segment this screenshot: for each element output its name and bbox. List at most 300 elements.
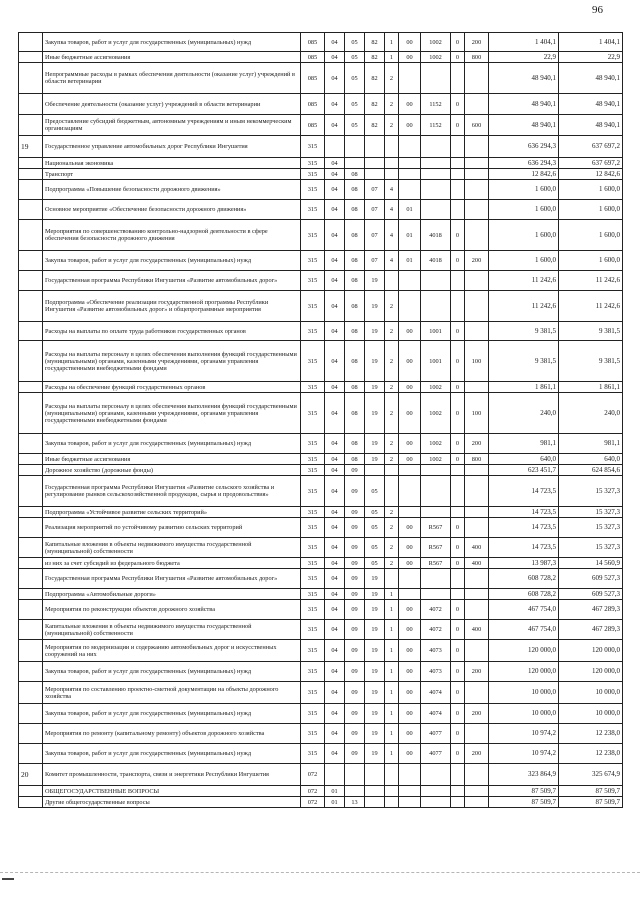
table-row [19,136,623,158]
expense-type-code [465,136,489,158]
expense-type-code [465,465,489,476]
expense-type-code: 200 [465,251,489,271]
direction-code: 1002 [421,52,451,63]
table-row [19,382,623,393]
table-row [19,115,623,136]
row-number [19,220,43,251]
section-code: 04 [325,476,345,507]
subsection-code: 09 [345,465,365,476]
section-code: 04 [325,589,345,600]
subsection-code: 09 [345,640,365,662]
row-name: Мероприятия по совершенствованию контрольно-надзорной деятельности в сфере обеспечения безопасности дорожного движения [43,220,301,251]
ministry-code: 315 [301,724,325,744]
row-name: Закупка товаров, работ и услуг для государственных (муниципальных) нужд [43,744,301,764]
section-code: 01 [325,797,345,808]
subprogram-code: 2 [385,558,399,569]
budget-table-body [19,33,623,808]
section-code: 04 [325,341,345,382]
ministry-code: 085 [301,115,325,136]
row-name: Капитальные вложения в объекты недвижимого имущества государственной (муниципальной) собственности [43,620,301,640]
section-code: 04 [325,158,345,169]
ministry-code: 315 [301,169,325,180]
section-code: 04 [325,682,345,704]
row-number [19,454,43,465]
subsection-code: 09 [345,600,365,620]
table-row [19,52,623,63]
section-code: 04 [325,662,345,682]
activity-code: 00 [399,454,421,465]
expense-type-code [465,569,489,589]
subprogram-code [385,158,399,169]
row-name: Расходы на выплаты персоналу в целях обеспечения выполнения функций государственными (муниципальными) органами, казенными учреждениями, органами управления государственными внебюджетными фондами [43,341,301,382]
ministry-code: 315 [301,180,325,200]
amount-year-1: 1 404,1 [489,33,559,52]
amount-year-1: 1 600,0 [489,220,559,251]
direction-code [421,569,451,589]
direction-code: 4072 [421,600,451,620]
direction-suffix: 0 [451,94,465,115]
amount-year-1: 9 381,5 [489,341,559,382]
program-code: 05 [365,538,385,558]
table-row [19,662,623,682]
amount-year-1: 623 451,7 [489,465,559,476]
amount-year-2: 120 000,0 [559,662,623,682]
activity-code: 00 [399,558,421,569]
direction-code: 4072 [421,620,451,640]
subprogram-code: 2 [385,393,399,434]
subprogram-code: 2 [385,434,399,454]
activity-code [399,158,421,169]
table-row [19,220,623,251]
program-code: 07 [365,251,385,271]
row-name: Подпрограмма «Автомобильные дороги» [43,589,301,600]
row-name: Расходы на выплаты по оплате труда работников государственных органов [43,322,301,341]
row-number [19,797,43,808]
row-number [19,476,43,507]
amount-year-2: 637 697,2 [559,136,623,158]
activity-code [399,180,421,200]
amount-year-2: 1 600,0 [559,220,623,251]
amount-year-2: 981,1 [559,434,623,454]
activity-code [399,476,421,507]
activity-code: 00 [399,640,421,662]
subprogram-code: 2 [385,115,399,136]
table-row [19,704,623,724]
program-code [365,136,385,158]
expense-type-code [465,94,489,115]
ministry-code: 072 [301,786,325,797]
table-row [19,744,623,764]
subsection-code: 09 [345,620,365,640]
row-name: Расходы на обеспечение функций государственных органов [43,382,301,393]
expense-type-code [465,797,489,808]
direction-code: 4074 [421,704,451,724]
section-code: 01 [325,786,345,797]
direction-code: 1002 [421,33,451,52]
direction-suffix [451,786,465,797]
table-row [19,63,623,94]
row-number [19,322,43,341]
subsection-code [345,764,365,786]
row-name: Капитальные вложения в объекты недвижимого имущества государственной (муниципальной) собственности [43,538,301,558]
expense-type-code: 400 [465,620,489,640]
subprogram-code: 1 [385,662,399,682]
row-number [19,662,43,682]
activity-code: 00 [399,33,421,52]
section-code: 04 [325,271,345,291]
section-code: 04 [325,465,345,476]
amount-year-2: 325 674,9 [559,764,623,786]
amount-year-2: 22,9 [559,52,623,63]
activity-code: 00 [399,620,421,640]
direction-code: 1152 [421,115,451,136]
subsection-code: 08 [345,180,365,200]
ministry-code: 315 [301,476,325,507]
ministry-code: 315 [301,538,325,558]
amount-year-1: 9 381,5 [489,322,559,341]
row-number [19,569,43,589]
subsection-code: 08 [345,341,365,382]
direction-code: 4077 [421,724,451,744]
row-number: 19 [19,136,43,158]
ministry-code: 315 [301,291,325,322]
direction-code [421,507,451,518]
direction-suffix: 0 [451,704,465,724]
amount-year-1: 14 723,5 [489,476,559,507]
amount-year-1: 981,1 [489,434,559,454]
activity-code: 00 [399,322,421,341]
ministry-code: 315 [301,251,325,271]
subsection-code: 08 [345,220,365,251]
row-name: Государственная программа Республики Ингушетия «Развитие сельского хозяйства и регулирование рынков сельскохозяйственной продукции, сырья и продовольствия» [43,476,301,507]
subprogram-code: 1 [385,704,399,724]
row-number [19,507,43,518]
row-number [19,786,43,797]
amount-year-2: 120 000,0 [559,640,623,662]
section-code [325,136,345,158]
program-code: 19 [365,744,385,764]
expense-type-code: 800 [465,454,489,465]
amount-year-1: 1 600,0 [489,200,559,220]
amount-year-2: 48 940,1 [559,63,623,94]
section-code: 04 [325,704,345,724]
expense-type-code: 200 [465,33,489,52]
activity-code: 01 [399,251,421,271]
amount-year-2: 640,0 [559,454,623,465]
ministry-code: 315 [301,620,325,640]
amount-year-2: 14 560,9 [559,558,623,569]
amount-year-2: 1 600,0 [559,251,623,271]
row-number [19,382,43,393]
activity-code: 00 [399,341,421,382]
direction-suffix: 0 [451,220,465,251]
table-row [19,620,623,640]
amount-year-2: 1 600,0 [559,180,623,200]
table-row [19,322,623,341]
amount-year-1: 48 940,1 [489,94,559,115]
program-code: 19 [365,640,385,662]
section-code: 04 [325,393,345,434]
row-name: Государственное управление автомобильных дорог Республики Ингушетия [43,136,301,158]
direction-suffix: 0 [451,382,465,393]
program-code: 82 [365,63,385,94]
table-row [19,538,623,558]
subprogram-code: 2 [385,454,399,465]
row-name: Иные бюджетные ассигнования [43,454,301,465]
ministry-code: 315 [301,589,325,600]
direction-suffix [451,569,465,589]
activity-code [399,63,421,94]
direction-suffix: 0 [451,682,465,704]
expense-type-code [465,63,489,94]
amount-year-2: 11 242,6 [559,271,623,291]
activity-code: 00 [399,704,421,724]
table-row [19,271,623,291]
amount-year-1: 10 000,0 [489,682,559,704]
table-row [19,724,623,744]
amount-year-1: 14 723,5 [489,518,559,538]
amount-year-2: 240,0 [559,393,623,434]
section-code: 04 [325,744,345,764]
amount-year-1: 467 754,0 [489,600,559,620]
direction-code [421,764,451,786]
expense-type-code [465,382,489,393]
activity-code: 01 [399,200,421,220]
amount-year-2: 15 327,3 [559,538,623,558]
subsection-code: 09 [345,476,365,507]
subsection-code: 05 [345,63,365,94]
activity-code: 00 [399,662,421,682]
direction-suffix: 0 [451,518,465,538]
activity-code [399,764,421,786]
table-row [19,600,623,620]
row-name: Непрограммные расходы в рамках обеспечения деятельности (оказание услуг) учреждений в области ветеринарии [43,63,301,94]
subprogram-code: 1 [385,744,399,764]
amount-year-2: 15 327,3 [559,507,623,518]
activity-code [399,569,421,589]
row-name: Подпрограмма «Повышение безопасности дорожного движения» [43,180,301,200]
expense-type-code: 100 [465,341,489,382]
section-code: 04 [325,620,345,640]
subsection-code: 09 [345,558,365,569]
ministry-code: 315 [301,454,325,465]
expense-type-code: 400 [465,538,489,558]
row-name: Транспорт [43,169,301,180]
row-number [19,158,43,169]
amount-year-1: 467 754,0 [489,620,559,640]
activity-code: 00 [399,682,421,704]
row-number [19,33,43,52]
direction-code [421,180,451,200]
row-name: Комитет промышленности, транспорта, связи и энергетики Республики Ингушетия [43,764,301,786]
section-code: 04 [325,507,345,518]
expense-type-code [465,200,489,220]
subprogram-code: 4 [385,220,399,251]
ministry-code: 315 [301,465,325,476]
expense-type-code: 200 [465,434,489,454]
direction-code [421,136,451,158]
section-code: 04 [325,558,345,569]
ministry-code: 072 [301,764,325,786]
section-code: 04 [325,291,345,322]
amount-year-2: 48 940,1 [559,94,623,115]
direction-code: 4073 [421,640,451,662]
subsection-code: 09 [345,569,365,589]
ministry-code: 315 [301,393,325,434]
activity-code: 01 [399,220,421,251]
amount-year-2: 1 600,0 [559,200,623,220]
table-row [19,569,623,589]
expense-type-code: 200 [465,704,489,724]
row-name: Закупка товаров, работ и услуг для государственных (муниципальных) нужд [43,434,301,454]
row-number [19,518,43,538]
program-code: 19 [365,382,385,393]
activity-code [399,169,421,180]
direction-code: 4074 [421,682,451,704]
row-number [19,393,43,434]
program-code: 82 [365,115,385,136]
subprogram-code: 2 [385,341,399,382]
activity-code: 00 [399,94,421,115]
direction-code: R567 [421,538,451,558]
row-name: Мероприятия по модернизации и содержанию автомобильных дорог и искусственных сооружений на них [43,640,301,662]
ministry-code: 315 [301,136,325,158]
activity-code: 00 [399,382,421,393]
amount-year-2: 10 000,0 [559,682,623,704]
subsection-code: 09 [345,589,365,600]
program-code: 19 [365,704,385,724]
direction-suffix: 0 [451,600,465,620]
section-code: 04 [325,569,345,589]
direction-code [421,797,451,808]
direction-suffix [451,200,465,220]
amount-year-1: 48 940,1 [489,63,559,94]
expense-type-code [465,180,489,200]
direction-code: 4018 [421,220,451,251]
direction-suffix [451,476,465,507]
subprogram-code [385,271,399,291]
ministry-code: 315 [301,558,325,569]
direction-suffix [451,465,465,476]
program-code: 07 [365,220,385,251]
direction-suffix: 0 [451,744,465,764]
direction-suffix: 0 [451,341,465,382]
direction-suffix [451,507,465,518]
budget-table-sheet [18,32,622,808]
amount-year-1: 1 600,0 [489,180,559,200]
expense-type-code [465,158,489,169]
table-row [19,518,623,538]
table-row [19,291,623,322]
expense-type-code [465,682,489,704]
ministry-code: 315 [301,704,325,724]
amount-year-1: 608 728,2 [489,589,559,600]
ministry-code: 315 [301,434,325,454]
direction-code: 1001 [421,341,451,382]
amount-year-1: 10 000,0 [489,704,559,724]
expense-type-code [465,322,489,341]
program-code: 19 [365,291,385,322]
table-row [19,558,623,569]
subsection-code: 09 [345,704,365,724]
expense-type-code: 600 [465,115,489,136]
subprogram-code: 1 [385,33,399,52]
subsection-code: 08 [345,393,365,434]
ministry-code: 072 [301,797,325,808]
row-number [19,200,43,220]
direction-suffix: 0 [451,33,465,52]
subprogram-code: 2 [385,518,399,538]
direction-suffix: 0 [451,538,465,558]
subsection-code: 08 [345,382,365,393]
expense-type-code: 400 [465,558,489,569]
subprogram-code [385,797,399,808]
row-number [19,251,43,271]
direction-suffix [451,158,465,169]
activity-code: 00 [399,600,421,620]
amount-year-2: 1 861,1 [559,382,623,393]
section-code: 04 [325,52,345,63]
row-number [19,180,43,200]
subsection-code [345,786,365,797]
direction-code: R567 [421,558,451,569]
amount-year-2: 624 854,6 [559,465,623,476]
row-number [19,434,43,454]
row-name: Государственная программа Республики Ингушетия «Развитие автомобильных дорог» [43,569,301,589]
amount-year-1: 1 861,1 [489,382,559,393]
expense-type-code [465,786,489,797]
amount-year-1: 14 723,5 [489,507,559,518]
program-code: 19 [365,393,385,434]
row-number [19,640,43,662]
ministry-code: 315 [301,569,325,589]
subprogram-code: 1 [385,682,399,704]
subprogram-code [385,786,399,797]
program-code: 82 [365,94,385,115]
section-code [325,764,345,786]
section-code: 04 [325,454,345,465]
amount-year-2: 12 842,6 [559,169,623,180]
subprogram-code: 1 [385,600,399,620]
row-number [19,558,43,569]
subsection-code: 09 [345,538,365,558]
amount-year-2: 87 509,7 [559,797,623,808]
activity-code [399,507,421,518]
expense-type-code: 200 [465,662,489,682]
ministry-code: 315 [301,220,325,251]
row-name: ОБЩЕГОСУДАРСТВЕННЫЕ ВОПРОСЫ [43,786,301,797]
program-code: 82 [365,52,385,63]
subprogram-code [385,465,399,476]
subprogram-code: 2 [385,291,399,322]
direction-code: 1001 [421,322,451,341]
expense-type-code [465,764,489,786]
activity-code: 00 [399,52,421,63]
table-row [19,169,623,180]
row-name: Закупка товаров, работ и услуг для государственных (муниципальных) нужд [43,662,301,682]
direction-suffix: 0 [451,640,465,662]
amount-year-1: 240,0 [489,393,559,434]
expense-type-code [465,724,489,744]
subprogram-code: 2 [385,63,399,94]
amount-year-2: 48 940,1 [559,115,623,136]
activity-code [399,271,421,291]
section-code: 04 [325,220,345,251]
expense-type-code: 100 [465,393,489,434]
subsection-code: 05 [345,33,365,52]
row-number [19,169,43,180]
amount-year-2: 609 527,3 [559,589,623,600]
